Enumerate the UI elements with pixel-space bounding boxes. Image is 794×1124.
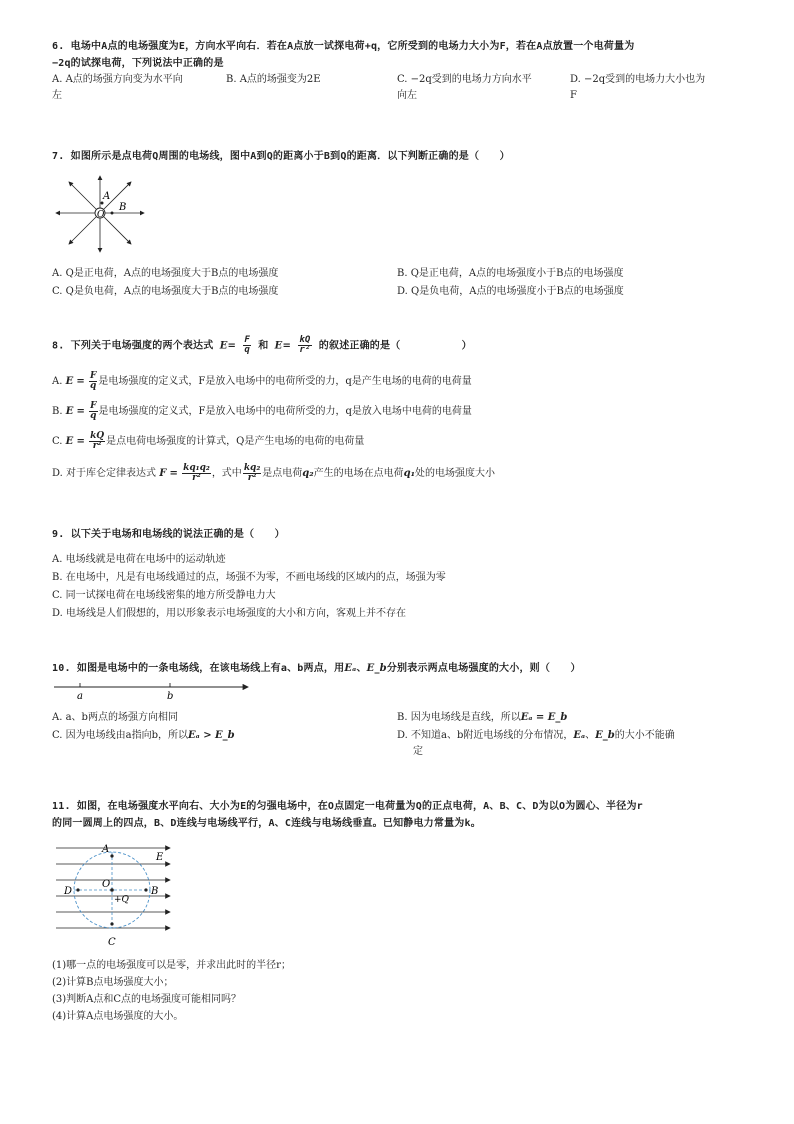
q10-label-b: b (167, 691, 174, 702)
q6-option-b: B. A点的场强变为2E (226, 74, 321, 85)
q11-label-e: E (156, 852, 164, 863)
q11-stem-line2: 的同一圆周上的四点，B、D连线与电场线平行，A、C连线与电场线垂直。已知静电力常量为k。 (52, 818, 481, 829)
q8-option-a: A. E = $\frac{F}{q}$ 是电场强度的定义式，F是放入电场中的电荷所受的力，q是产生电场的电荷的电荷量 (52, 371, 472, 391)
q11-sub-3: (3)判断A点和C点的电场强度可能相同吗？ (52, 994, 242, 1005)
q11-sub-2: (2)计算B点电场强度大小； (52, 977, 174, 988)
q11-label-a: A (102, 844, 110, 855)
q9-option-b: B. 在电场中，凡是有电场线通过的点，场强不为零，不画电场线的区域内的点，场强为零 (52, 572, 446, 583)
q11-uniform-field-figure (52, 840, 180, 952)
q9-option-c: C. 同一试探电荷在电场线密集的地方所受静电力大 (52, 590, 276, 601)
q11-label-c: C (108, 937, 116, 948)
q11-label-q: +Q (114, 895, 129, 905)
q8-option-c: C. E = $\frac{kQ}{\text{r²}}$ 是点电荷电场强度的计算式，Q是产生电场的电荷的电荷量 (52, 431, 365, 451)
q7-options (52, 266, 752, 302)
q11-stem-line1: 11. 如图，在电场强度水平向右、大小为E的匀强电场中，在O点固定一电荷量为Q的正点电荷，A、B、C、D为以O为圆心、半径为r (52, 801, 643, 812)
q7-option-b: B. Q是正电荷，A点的电场强度小于B点的电场强度 (397, 268, 624, 279)
question-11 (52, 798, 752, 832)
question-8 (52, 336, 752, 355)
q8-options (52, 372, 752, 492)
q7-option-c: C. Q是负电荷，A点的电场强度大于B点的电场强度 (52, 286, 279, 297)
q11-label-d: D (64, 886, 73, 897)
q6-option-d: D. −2q受到的电场力大小也为 F (570, 74, 706, 101)
q6-stem-line1: 6. 电场中A点的电场强度为E，方向水平向右．若在A点放一试探电荷+q，它所受到的电场力大小为F，若在A点放置一个电荷量为 (52, 41, 635, 52)
q9-options (52, 552, 752, 624)
q11-subquestions (52, 958, 752, 1030)
q11-sub-1: (1)哪一点的电场强度可以是零，并求出此时的半径r； (52, 960, 291, 971)
q9-option-a: A. 电场线就是电荷在电场中的运动轨迹 (52, 554, 226, 565)
question-6 (52, 38, 752, 106)
q10-option-a: A. a、b两点的场强方向相同 (52, 712, 178, 723)
q10-stem: 10. 如图是电场中的一条电场线，在该电场线上有a、b两点，用Eₐ、E_b分别表示两点电场强度的大小，则（ ） (52, 663, 581, 674)
q10-option-b: B. 因为电场线是直线，所以Eₐ = E_b (397, 712, 568, 723)
q10-option-d: D. 不知道a、b附近电场线的分布情况，Eₐ、E_b的大小不能确 定 (397, 730, 675, 757)
q7-label-o: O (97, 210, 105, 220)
q10-field-line-figure (52, 680, 252, 702)
q8-option-b: B. E = $\frac{F}{q}$ 是电场强度的定义式，F是放入电场中的电荷所受的力，q是放入电场中电荷的电荷量 (52, 401, 472, 421)
q9-option-d: D. 电场线是人们假想的，用以形象表示电场强度的大小和方向，客观上并不存在 (52, 608, 407, 619)
q7-label-b: B (119, 202, 127, 213)
q6-stem-line2: −2q的试探电荷，下列说法中正确的是 (52, 58, 224, 69)
q10-label-a: a (77, 691, 83, 702)
q7-label-a: A (103, 191, 111, 202)
question-10 (52, 660, 752, 677)
q10-options (52, 710, 752, 762)
q11-sub-4: (4)计算A点电场强度的大小。 (52, 1011, 184, 1022)
question-7 (52, 148, 752, 165)
question-9 (52, 526, 752, 543)
q8-stem: 8. 下列关于电场强度的两个表达式 E= $\frac{F}{q}$ 和 E= $\frac{kQ}{\text{r²}}$ 的叙述正确的是（ ） (52, 335, 472, 355)
q7-option-a: A. Q是正电荷，A点的电场强度大于B点的电场强度 (52, 268, 279, 279)
q8-option-d: D. 对于库仑定律表达式 F = $\frac{\text{kq₁q₂}}{\text{r²}}$ ，式中 $\frac{\text{kq₂}}{\text{r²}}$ 是点电荷q₂产生的电场在点电荷q₁处的电场强度大小 (52, 463, 496, 483)
q7-option-d: D. Q是负电荷，A点的电场强度小于B点的电场强度 (397, 286, 624, 297)
q7-field-lines-figure (52, 172, 148, 258)
q7-stem: 7. 如图所示是点电荷Q周围的电场线，图中A到Q的距离小于B到Q的距离．以下判断正确的是（ ） (52, 151, 510, 162)
q6-option-a: A. A点的场强方向变为水平向 左 (52, 74, 183, 101)
q11-label-b: B (151, 886, 159, 897)
q9-stem: 9. 以下关于电场和电场线的说法正确的是（ ） (52, 529, 285, 540)
q6-option-c: C. −2q受到的电场力方向水平 向左 (397, 74, 532, 101)
q11-label-o: O (102, 879, 111, 890)
q10-option-c: C. 因为电场线由a指向b，所以Eₐ > E_b (52, 730, 235, 741)
